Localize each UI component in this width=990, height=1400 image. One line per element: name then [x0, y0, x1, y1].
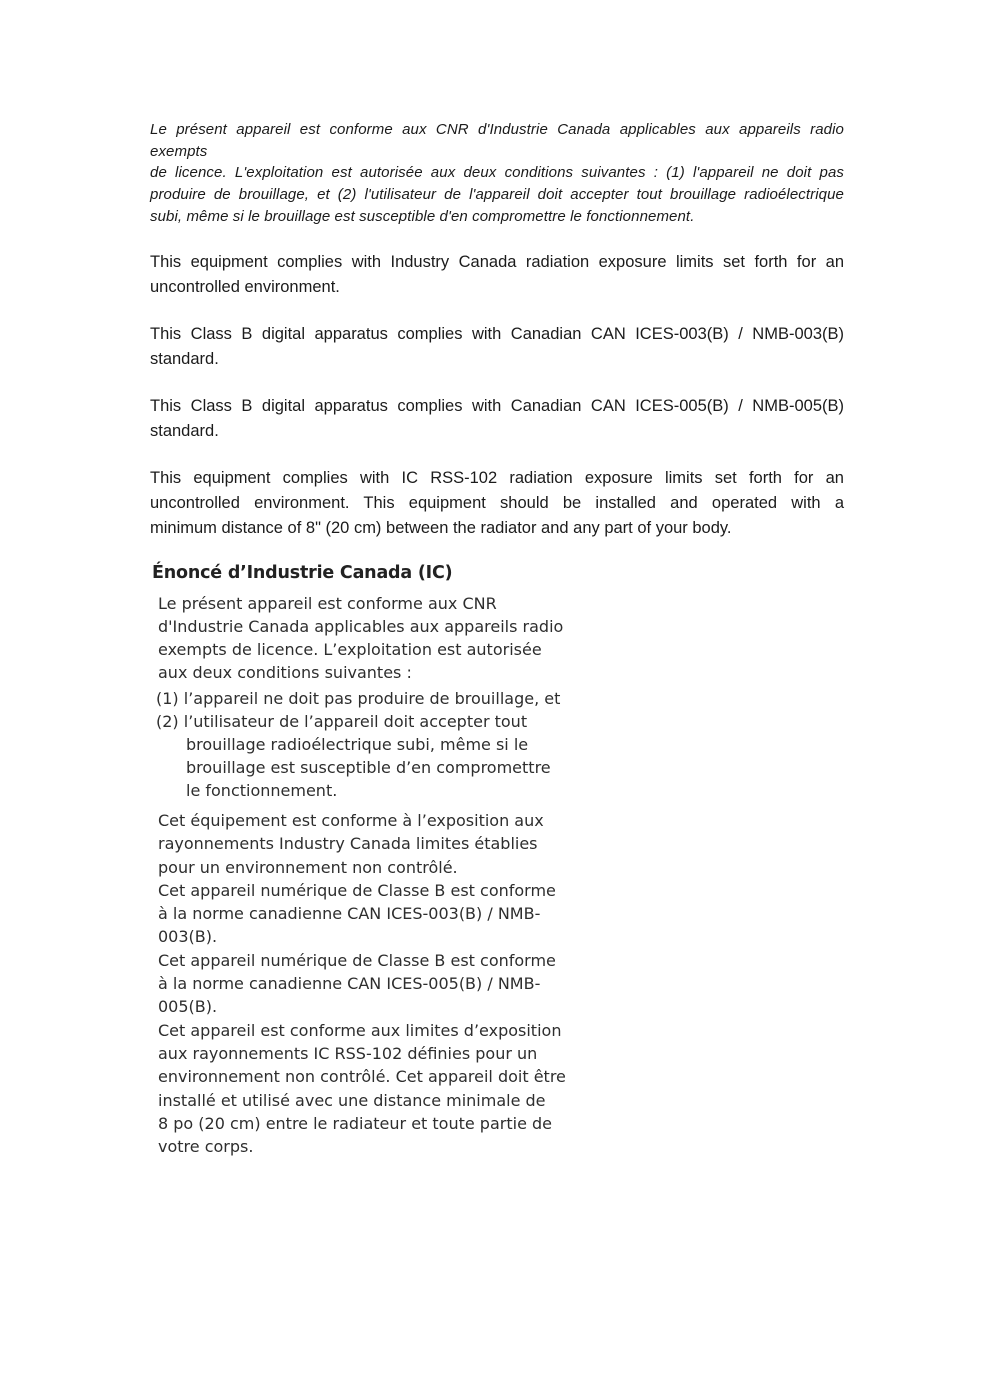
paragraph-ices-005-en: This Class B digital apparatus complies with Canadian CAN ICES-005(B) / NMB-005(B) standard.: [150, 397, 844, 440]
ic-body-paragraphs: Cet équipement est conforme à l’exposition aux rayonnements Industry Canada limites établies pour un environnement non contrôlé. Cet appareil numérique de Classe B est conforme à la norme canadienne CAN ICES-003(B) / NMB- 003(B). Cet appareil numérique de Classe B est conforme à la norme canadienne CAN ICES-005(B) / NMB- 005(B). Cet appareil est conforme aux limites d’exposition aux rayonnements IC RSS-102 définies pour un environnement non contrôlé. Cet appareil doit être installé et utilisé avec une distance minimale de 8 po (20 cm) entre le radiateur et toute partie de votre corps.: [158, 811, 566, 1157]
ic-condition-2: (2) l’utilisateur de l’appareil doit accepter tout brouillage radioélectrique subi, même si le brouillage est susceptible d’en compromettre le fonctionnement.: [156, 712, 551, 800]
paragraph-ices-003-en: This Class B digital apparatus complies with Canadian CAN ICES-003(B) / NMB-003(B) standard.: [150, 325, 844, 368]
ic-intro-paragraph: Le présent appareil est conforme aux CNR d'Industrie Canada applicables aux appareils radio exempts de licence. L’exploitation est autorisée aux deux conditions suivantes :: [158, 594, 564, 682]
paragraph-rss-102-en: This equipment complies with IC RSS-102 radiation exposure limits set forth for an uncontrolled environment. This equipment should be installed and operated with a minimum distance of 8" (20 cm) between the radiator and any part of your body.: [150, 469, 844, 537]
ic-condition-1: (1) l’appareil ne doit pas produire de brouillage, et: [156, 689, 561, 708]
ic-conditions-list: [156, 687, 621, 802]
french-compliance-notice: Le présent appareil est conforme aux CNR d'Industrie Canada applicables aux appareils radio exempts de licence. L'exploitation est autorisée aux deux conditions suivantes : (1) l'appareil ne doit pas produire de brouillage, et (2) l'utilisateur de l'appareil doit accepter tout brouillage radioélectrique subi, même si le brouillage est susceptible d'en compromettre le fonctionnement.: [150, 121, 844, 225]
paragraph-ic-radiation-en: This equipment complies with Industry Canada radiation exposure limits set forth for an uncontrolled environment.: [150, 253, 844, 296]
english-compliance-section: [150, 250, 844, 563]
ic-section-heading: Énoncé d’Industrie Canada (IC): [152, 563, 453, 583]
